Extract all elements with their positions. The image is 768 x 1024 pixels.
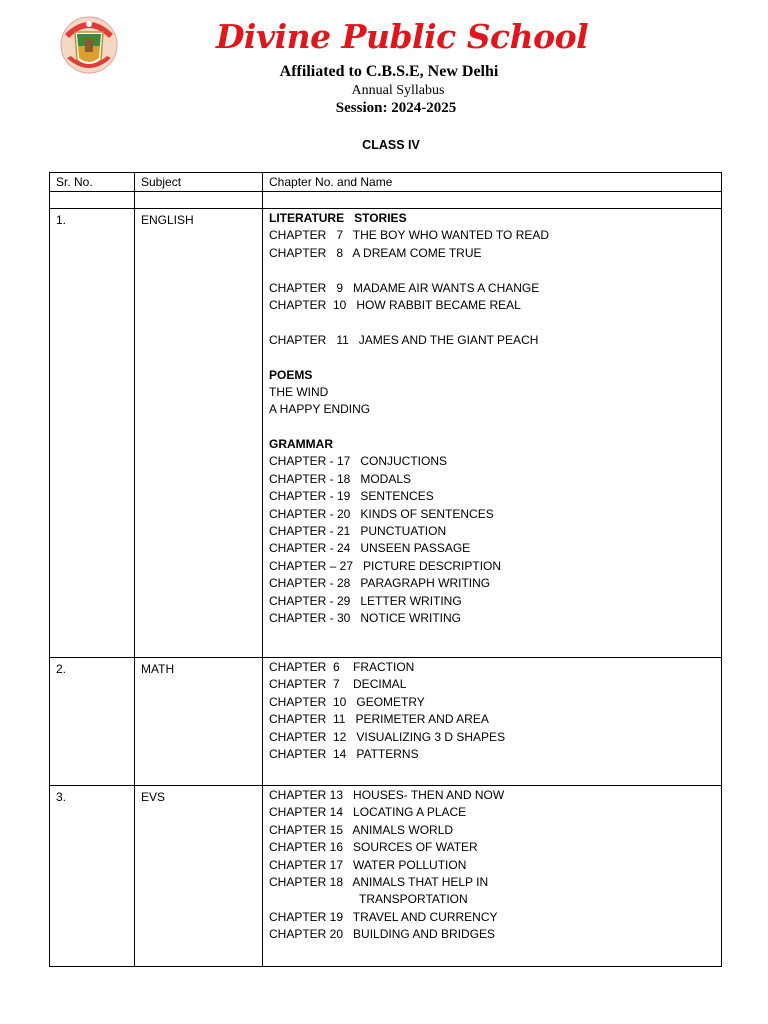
table-row-evs xyxy=(50,786,722,967)
spacer-line xyxy=(269,262,715,279)
blank-cell xyxy=(263,192,722,209)
poem-line: THE WIND xyxy=(269,384,329,399)
chapter-line: CHAPTER 16 SOURCES OF WATER xyxy=(269,840,478,855)
subject-cell: ENGLISH xyxy=(135,209,263,658)
chapter-line: CHAPTER 10 GEOMETRY xyxy=(269,694,425,709)
blank-row xyxy=(50,192,722,209)
table-row-math xyxy=(50,658,722,786)
subject-cell: MATH xyxy=(135,658,263,786)
chapter-line: CHAPTER 20 BUILDING AND BRIDGES xyxy=(269,927,496,942)
chapters-cell xyxy=(263,658,722,786)
school-name: Divine Public School xyxy=(215,17,589,56)
chapter-line: CHAPTER 11 JAMES AND THE GIANT PEACH xyxy=(269,332,539,347)
chapter-line: CHAPTER 9 MADAME AIR WANTS A CHANGE xyxy=(269,280,540,295)
chapter-line: CHAPTER 14 LOCATING A PLACE xyxy=(269,805,467,820)
blank-cell xyxy=(135,192,263,209)
sr-no-cell: 2. xyxy=(50,658,135,786)
table-header-row xyxy=(50,173,722,192)
sr-no-cell: 1. xyxy=(50,209,135,658)
section-heading: POEMS xyxy=(269,367,313,382)
chapter-line: CHAPTER 15 ANIMALS WORLD xyxy=(269,822,454,837)
chapter-line: CHAPTER 19 TRAVEL AND CURRENCY xyxy=(269,909,498,924)
section-heading: LITERATURE STORIES xyxy=(269,211,407,225)
chapter-line: CHAPTER - 30 NOTICE WRITING xyxy=(269,610,462,625)
chapter-line: CHAPTER - 17 CONJUCTIONS xyxy=(269,454,448,469)
chapter-line: CHAPTER 14 PATTERNS xyxy=(269,746,419,761)
chapter-line: CHAPTER 18 ANIMALS THAT HELP IN xyxy=(269,874,489,889)
chapter-line: CHAPTER – 27 PICTURE DESCRIPTION xyxy=(269,558,502,573)
class-title: CLASS IV xyxy=(362,138,420,152)
chapter-line: CHAPTER 10 HOW RABBIT BECAME REAL xyxy=(269,297,521,312)
annual-syllabus-label: Annual Syllabus xyxy=(351,83,445,98)
chapter-line: CHAPTER 7 THE BOY WHO WANTED TO READ xyxy=(269,228,550,243)
blank-cell xyxy=(50,192,135,209)
chapter-line: CHAPTER 13 HOUSES- THEN AND NOW xyxy=(269,788,505,802)
chapter-line: CHAPTER 7 DECIMAL xyxy=(269,677,407,692)
chapters-cell xyxy=(263,209,722,658)
chapter-line: CHAPTER 11 PERIMETER AND AREA xyxy=(269,712,489,727)
chapter-line: CHAPTER 17 WATER POLLUTION xyxy=(269,857,467,872)
poem-line: A HAPPY ENDING xyxy=(269,402,371,417)
chapter-line: CHAPTER - 24 UNSEEN PASSAGE xyxy=(269,541,471,556)
chapter-line: CHAPTER 8 A DREAM COME TRUE xyxy=(269,245,482,260)
chapter-line: CHAPTER 6 FRACTION xyxy=(269,660,415,674)
chapter-line-continuation: TRANSPORTATION xyxy=(359,892,468,907)
spacer-line xyxy=(269,349,715,366)
header-chapter: Chapter No. and Name xyxy=(263,173,722,192)
spacer-line xyxy=(269,314,715,331)
chapter-line: CHAPTER - 20 KINDS OF SENTENCES xyxy=(269,506,494,521)
syllabus-table xyxy=(49,172,722,967)
header-subject: Subject xyxy=(135,173,263,192)
chapter-line: CHAPTER - 18 MODALS xyxy=(269,471,412,486)
spacer-line xyxy=(269,419,715,436)
sr-no-cell: 3. xyxy=(50,786,135,967)
chapters-cell xyxy=(263,786,722,967)
session-label: Session: 2024-2025 xyxy=(335,100,457,116)
chapter-line: CHAPTER 12 VISUALIZING 3 D SHAPES xyxy=(269,729,506,744)
table-row-english xyxy=(50,209,722,658)
chapter-line: CHAPTER - 28 PARAGRAPH WRITING xyxy=(269,576,491,591)
affiliation-text: Affiliated to C.B.S.E, New Delhi xyxy=(279,63,499,80)
chapter-line: CHAPTER - 19 SENTENCES xyxy=(269,489,434,504)
chapter-line: CHAPTER - 29 LETTER WRITING xyxy=(269,593,462,608)
header-sr-no: Sr. No. xyxy=(50,173,135,192)
section-heading: GRAMMAR xyxy=(269,437,333,452)
chapter-line: CHAPTER - 21 PUNCTUATION xyxy=(269,524,447,539)
subject-cell: EVS xyxy=(135,786,263,967)
